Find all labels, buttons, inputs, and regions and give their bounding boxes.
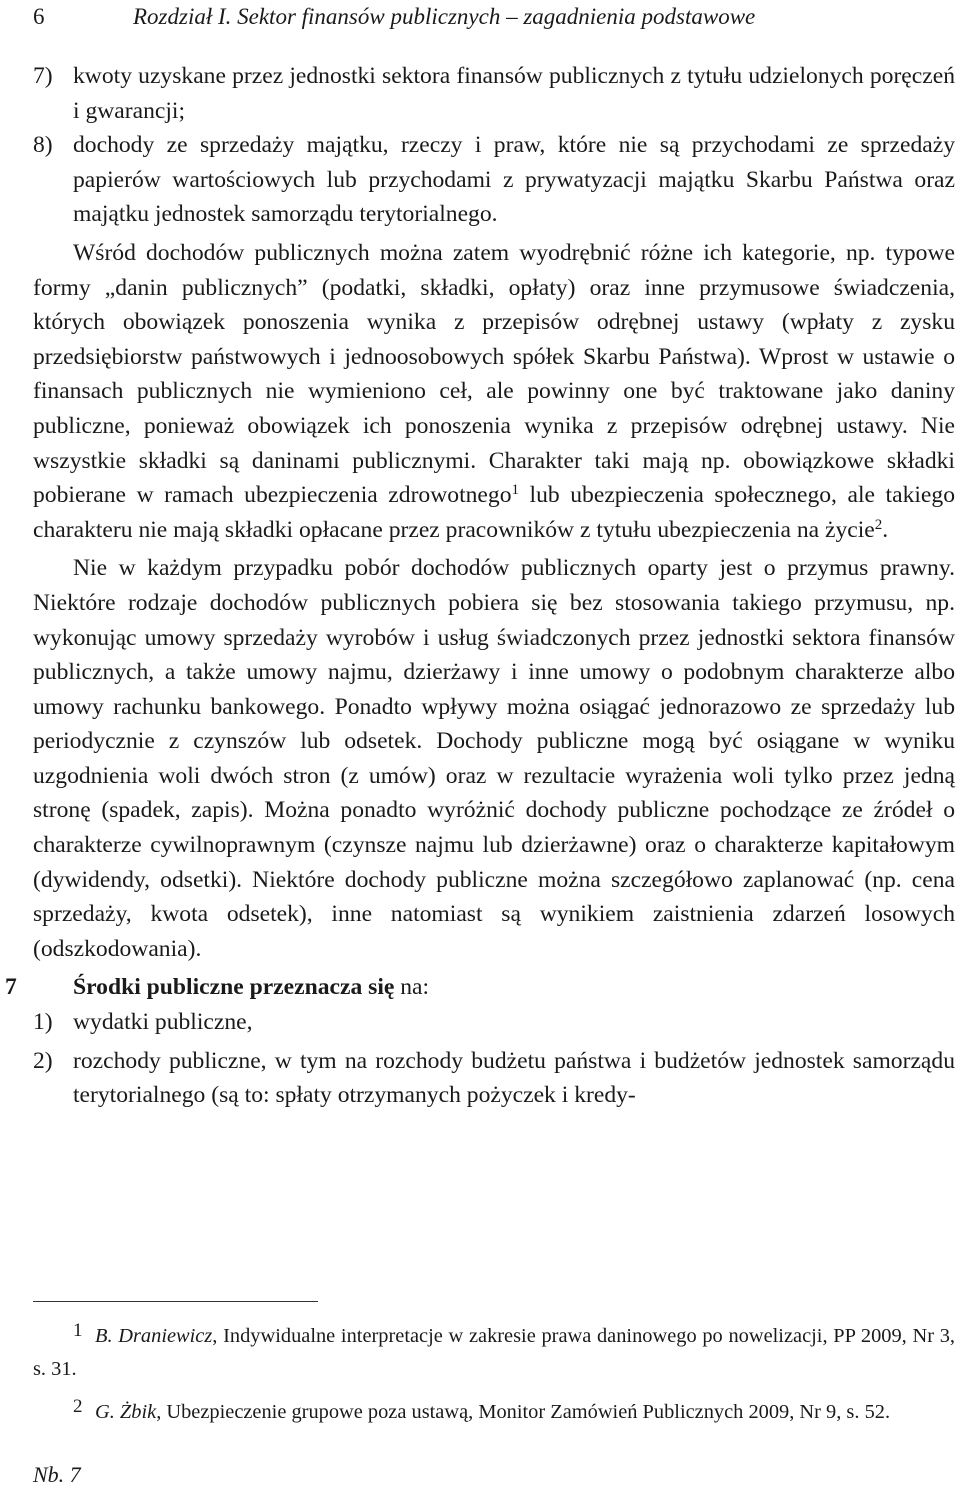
paragraph-text: . bbox=[882, 516, 889, 543]
paragraph: Nie w każdym przypadku pobór dochodów publicznych oparty jest o przymus prawny. Niektóre rodzaje dochodów publicznych pobiera się bez stosowania takiego przymusu, np. wykonując umowy sprzedaży wyrobów i usług świadczonych przez jednostki sektora finansów publicznych, a także umowy najmu, dzierżawy i inne umowy o podobnym charakterze albo umowy rachunku bankowego. Ponadto wpływy można osiągać jednorazowo ze sprzedaży lub periodycznie z czynszów lub odsetek. Dochody publiczne mogą być osiągane w wyniku uzgodnienia woli dwóch stron (z umów) oraz w rezultacie wyrażenia woli tylko przez jedną stronę (spadek, zapis). Można ponadto wyróżnić dochody publiczne pochodzące ze źródeł o charakterze cywilnoprawnym (czynsze najmu lub dzierżawne) oraz o charakterze kapitałowym (dywidendy, odsetki). Niektóre dochody publiczne można szczegółowo zaplanować (np. cena sprzedaży, kwota odsetek), inne natomiast są wynikiem zaistnienia zdarzeń losowych (odszkodowania). bbox=[33, 555, 955, 962]
list-item bbox=[33, 1005, 955, 1040]
footnote-author: G. Żbik bbox=[95, 1401, 157, 1423]
running-title: Rozdział I. Sektor finansów publicznych – zagadnienia podstawowe bbox=[133, 4, 756, 29]
footnote-text: , Indywidualne interpretacje w zakresie prawa daninowego po nowelizacji, PP 2009, Nr 3, s. 31. bbox=[33, 1325, 956, 1380]
footnote bbox=[33, 1390, 955, 1429]
margin-number: 7 bbox=[5, 974, 17, 1001]
list-item bbox=[33, 128, 955, 232]
list-item-number: 2) bbox=[33, 1047, 53, 1074]
footnote-author: B. Draniewicz bbox=[95, 1325, 213, 1347]
list-item bbox=[33, 1044, 955, 1113]
paragraph-text: lub ubezpieczenia społecznego, ale takiego charakteru nie mają składki opłacane przez pracowników z tytułu ubezpieczenia na życie bbox=[33, 482, 955, 543]
section-heading-rest: na: bbox=[394, 974, 430, 1001]
list-item-text: dochody ze sprzedaży majątku, rzeczy i praw, które nie są przychodami ze sprzedaży papierów wartościowych lub przychodami z prywatyzacji majątku Skarbu Państwa oraz majątku jednostek samorządu terytorialnego. bbox=[73, 132, 955, 228]
list-item-text: rozchody publiczne, w tym na rozchody budżetu państwa i budżetów jednostek samorządu terytorialnego (są to: spłaty otrzymanych pożyczek i kredy- bbox=[73, 1047, 955, 1109]
footnote bbox=[33, 1314, 955, 1386]
page-number: 6 bbox=[33, 4, 45, 29]
running-header bbox=[33, 2, 955, 32]
section-7 bbox=[5, 970, 955, 1112]
list-item-number: 1) bbox=[33, 1009, 53, 1036]
footnotes bbox=[33, 1314, 955, 1429]
paragraph-text: Wśród dochodów publicznych można zatem wyodrębnić różne ich kategorie, np. typowe formy „danin publicznych” (podatki, składki, opłaty) oraz inne przymusowe świadczenia, których obowiązek ponoszenia wynika z przepisów odrębnej ustawy (wpłaty z zysku przedsiębiorstw państwowych i jednoosobowych spółek Skarbu Państwa). Wprost w ustawie o finansach publicznych nie wymieniono ceł, ale powinny one być traktowane jako daniny publiczne, ponieważ obowiązek ich ponoszenia wynika z przepisów odrębnej ustawy. Nie wszystkie składki są daninami publicznymi. Charakter taki mają np. obowiązkowe składki pobierane w ramach ubezpieczenia zdrowotnego bbox=[33, 239, 955, 509]
section-heading bbox=[33, 970, 955, 1005]
list-item-text: kwoty uzyskane przez jednostki sektora finansów publicznych z tytułu udzielonych poręczeń i gwarancji; bbox=[73, 63, 955, 124]
list-item bbox=[33, 59, 955, 128]
list-item-number: 7) bbox=[33, 63, 53, 89]
footnote-number: 2 bbox=[73, 1396, 83, 1417]
marginal-number-footer: Nb. 7 bbox=[33, 1462, 81, 1487]
footnote-text: , Ubezpieczenie grupowe poza ustawą, Monitor Zamówień Publicznych 2009, Nr 9, s. 52. bbox=[156, 1401, 891, 1423]
footnote-ref[interactable]: 2 bbox=[874, 516, 883, 533]
list-item-number: 8) bbox=[33, 132, 53, 159]
paragraph bbox=[33, 236, 955, 547]
list-item-text: wydatki publiczne, bbox=[73, 1009, 253, 1036]
footnote-number: 1 bbox=[73, 1320, 83, 1341]
main-text bbox=[5, 59, 955, 1113]
section-heading-bold: Środki publiczne przeznacza się bbox=[73, 974, 395, 1001]
footnote-divider bbox=[33, 1301, 318, 1302]
footnote-ref[interactable]: 1 bbox=[511, 482, 519, 499]
